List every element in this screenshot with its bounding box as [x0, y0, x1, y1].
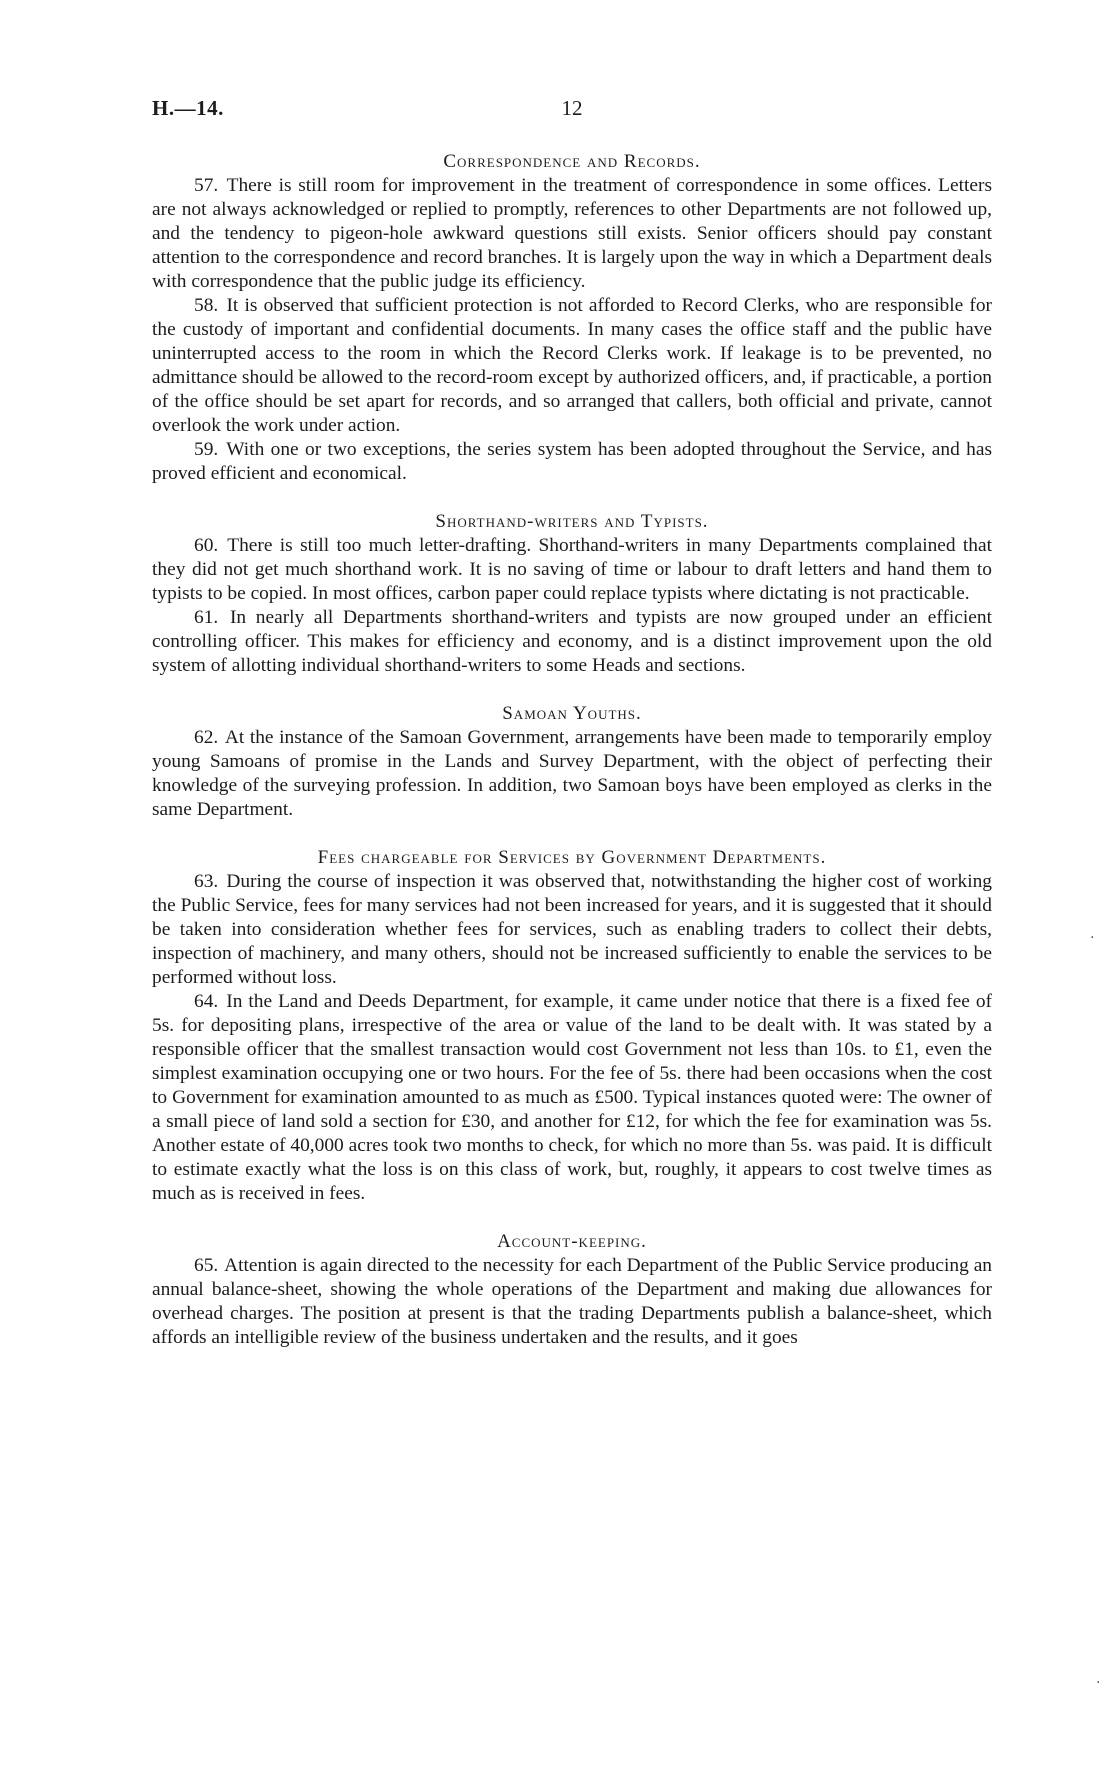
paragraph-number: 57. [194, 175, 219, 196]
paragraph-text: With one or two exceptions, the series system has been adopted throughout the Service, and has proved efficient and economical. [152, 439, 993, 484]
section-heading: Samoan Youths. [502, 703, 642, 724]
paragraph-text: During the course of inspection it was observed that, notwithstanding the higher cost of working the Public Service, fees for many services had not been increased for years, and it is suggested that it should be taken into consideration whether fees for services, such as enabling traders to collect their debts, inspection of machinery, and many others, should not be increased sufficiently to enable the services to be performed without loss. [152, 871, 992, 988]
page-number: 12 [561, 96, 583, 120]
paragraph-text: It is observed that sufficient protection is not afforded to Record Clerks, who are responsible for the custody of important and confidential documents. In many cases the office staff and the public have uninterrupted access to the room in which the Record Clerks work. If leakage is to be prevented, no admittance should be allowed to the record-room except by authorized officers, and, if practicable, a portion of the office should be set apart for records, and so arranged that callers, both official and private, cannot overlook the work under action. [152, 295, 992, 436]
section-fees-chargeable [152, 846, 992, 1206]
page-body [152, 150, 992, 1350]
paragraph-text: Attention is again directed to the necessity for each Department of the Public Service producing an annual balance-sheet, showing the whole operations of the Department and making due allowances for overhead charges. The position at present is that the trading Departments publish a balance-sheet, which affords an intelligible review of the business undertaken and the results, and it goes [152, 1255, 993, 1348]
paragraph-number: 60. [194, 535, 219, 556]
paragraph-60 [152, 534, 992, 606]
section-spacer [152, 486, 992, 510]
paragraph-text: At the instance of the Samoan Government, arrangements have been made to temporarily employ young Samoans of promise in the Lands and Survey Department, with the object of perfecting their knowledge of the surveying profession. In addition, two Samoan boys have been employed as clerks in the same Department. [152, 727, 992, 820]
paragraph-text: In nearly all Departments shorthand-writers and typists are now grouped under an efficient controlling officer. This makes for efficiency and economy, and is a distinct improvement upon the old system of allotting individual shorthand-writers to some Heads and sections. [152, 607, 992, 676]
paragraph-number: 61. [194, 607, 219, 628]
paragraph-number: 65. [194, 1255, 219, 1276]
paragraph-text: In the Land and Deeds Department, for example, it came under notice that there is a fixed fee of 5s. for depositing plans, irrespective of the area or value of the land to be dealt with. It was stated by a responsible officer that the smallest transaction would cost Government not less than 10s. to £1, even the simplest examination occupying one or two hours. For the fee of 5s. there had been occasions when the cost to Government for examination amounted to as much as £500. Typical instances quoted were: The owner of a small piece of land sold a section for £30, and another for £12, for which the fee for examination was 5s. Another estate of 40,000 acres took two months to check, for which no more than 5s. was paid. It is difficult to estimate exactly what the loss is on this class of work, but, roughly, it appears to cost twelve times as much as is received in fees. [152, 991, 992, 1204]
section-account-keeping [152, 1230, 992, 1350]
section-heading: Shorthand-writers and Typists. [435, 511, 709, 532]
paragraph-58 [152, 294, 992, 438]
section-heading: Fees chargeable for Services by Government Departments. [317, 847, 827, 868]
paragraph-62 [152, 726, 992, 822]
document-reference: H.—14. [152, 96, 224, 120]
scan-mark: · [1090, 930, 1095, 946]
section-shorthand-writers-and-typists [152, 510, 992, 678]
paragraph-65 [152, 1254, 992, 1350]
section-heading: Correspondence and Records. [443, 151, 701, 172]
section-spacer [152, 822, 992, 846]
paragraph-number: 62. [194, 727, 219, 748]
section-spacer [152, 1206, 992, 1230]
section-correspondence-and-records [152, 150, 992, 486]
section-spacer [152, 678, 992, 702]
section-samoan-youths [152, 702, 992, 822]
paragraph-number: 64. [194, 991, 219, 1012]
paragraph-59 [152, 438, 992, 486]
paragraph-number: 59. [194, 439, 219, 460]
scan-mark: · [1096, 1675, 1101, 1691]
paragraph-57 [152, 174, 992, 294]
paragraph-number: 63. [194, 871, 219, 892]
paragraph-text: There is still room for improvement in the treatment of correspondence in some offices. Letters are not always acknowledged or replied to promptly, references to other Departments are not followed up, and the tendency to pigeon-hole awkward questions still exists. Senior officers should pay constant attention to the correspondence and record branches. It is largely upon the way in which a Department deals with correspondence that the public judge its efficiency. [152, 175, 992, 292]
paragraph-61 [152, 606, 992, 678]
paragraph-number: 58. [194, 295, 219, 316]
paragraph-64 [152, 990, 992, 1206]
paragraph-text: There is still too much letter-drafting. Shorthand-writers in many Departments complained that they did not get much shorthand work. It is no saving of time or labour to draft letters and hand them to typists to be copied. In most offices, carbon paper could replace typists where dictating is not practicable. [152, 535, 993, 604]
page-header [152, 96, 992, 130]
section-heading: Account-keeping. [497, 1231, 647, 1252]
paragraph-63 [152, 870, 992, 990]
